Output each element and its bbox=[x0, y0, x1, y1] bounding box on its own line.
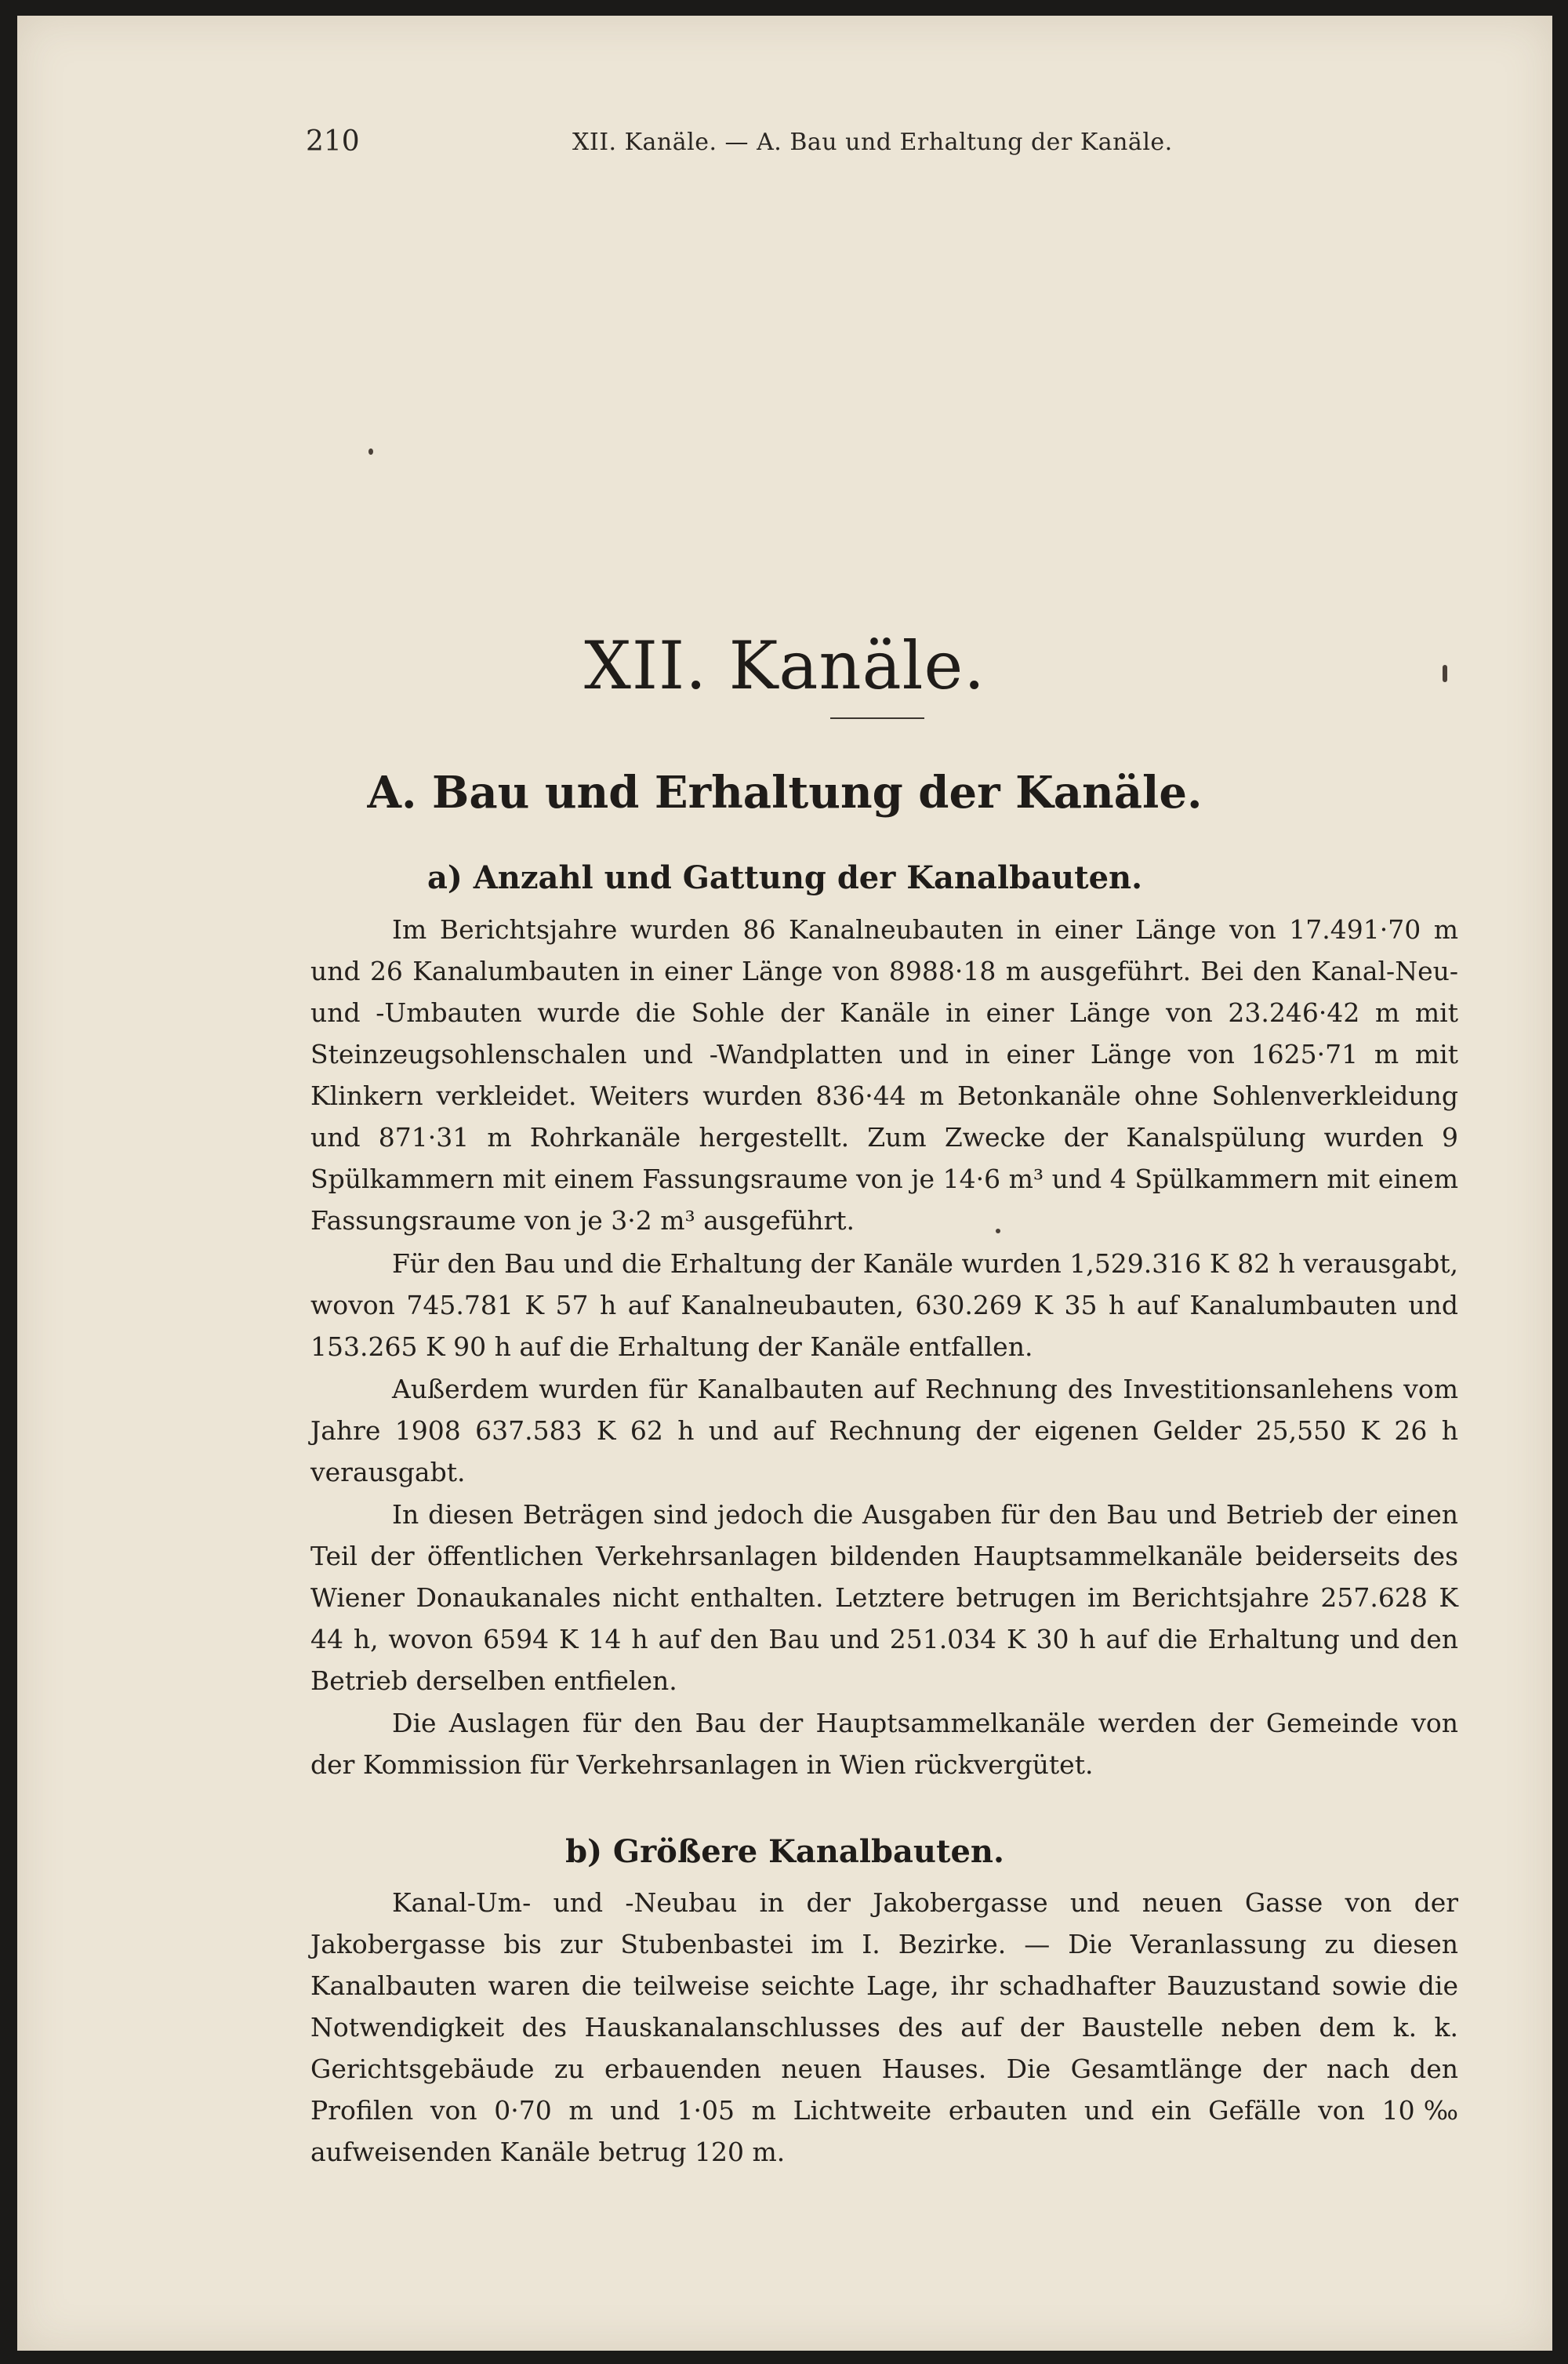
paragraph: Für den Bau und die Erhaltung der Kanäle wurden 1,529.316 K 82 h verausgabt, wovon 745.781 K 57 h auf Kanalneubauten, 630.269 K 35 h auf Kanalumbauten und 153.265 K 90 h auf die Erhaltung der Kanäle entfallen. bbox=[310, 1248, 1458, 1362]
paragraph: Die Auslagen für den Bau der Hauptsammelkanäle werden der Gemeinde von der Kommission für Verkehrsanlagen in Wien rückvergütet. bbox=[310, 1708, 1458, 1780]
chapter-title: XII. Kanäle. bbox=[584, 627, 985, 704]
document-page bbox=[17, 16, 1552, 2351]
subsection-heading-b: b) Größere Kanalbauten. bbox=[565, 1833, 1004, 1870]
running-head-text: XII. Kanäle. — A. Bau und Erhaltung der Kanäle. bbox=[572, 129, 1173, 156]
title-divider bbox=[830, 717, 924, 719]
subsection-heading-a: a) Anzahl und Gattung der Kanalbauten. bbox=[426, 859, 1143, 896]
paragraph: In diesen Beträgen sind jedoch die Ausgaben für den Bau und Betrieb der einen Teil der öffentlichen Verkehrsanlagen bildenden Hauptsammelkanäle beiderseits des Wiener Donaukanales nicht enthalten. Letztere betrugen im Berichtsjahre 257.628 K 44 h, wovon 6594 K 14 h auf den Bau und 251.034 K 30 h auf die Erhaltung und den Betrieb derselben entfielen. bbox=[310, 1499, 1458, 1696]
page-number: 210 bbox=[306, 125, 360, 158]
paragraph: Kanal-Um- und -Neubau in der Jakobergasse und neuen Gasse von der Jakobergasse bis zur Stubenbastei im I. Bezirke. — Die Veranlassung zu diesen Kanalbauten waren die teilweise seichte Lage, ihr schadhafter Bauzustand sowie die Notwendigkeit des Hauskanalanschlusses des auf der Baustelle neben dem k. k. Gerichtsgebäude zu erbauenden neuen Hauses. Die Gesamtlänge der nach den Profilen von 0·70 m und 1·05 m Lichtweite erbauten und ein Gefälle von 10‰ aufweisenden Kanäle betrug 120 m. bbox=[310, 1887, 1458, 2167]
section-heading: A. Bau und Erhaltung der Kanäle. bbox=[367, 767, 1203, 819]
paragraph: Außerdem wurden für Kanalbauten auf Rechnung des Investitionsanlehens vom Jahre 1908 637.583 K 62 h und auf Rechnung der eigenen Gelder 25,550 K 26 h verausgabt. bbox=[310, 1374, 1458, 1487]
print-speck bbox=[368, 448, 373, 455]
paragraph: Im Berichtsjahre wurden 86 Kanalneubauten in einer Länge von 17.491·70 m und 26 Kanalumbauten in einer Länge von 8988·18 m ausgeführt. Bei den Kanal-Neu- und -Umbauten wurde die Sohle der Kanäle in einer Länge von 23.246·42 m mit Steinzeugsohlenschalen und -Wandplatten und in einer Länge von 1625·71 m mit Klinkern verkleidet. Weiters wurden 836·44 m Betonkanäle ohne Sohlenverkleidung und 871·31 m Rohrkanäle hergestellt. Zum Zwecke der Kanalspülung wurden 9 Spülkammern mit einem Fassungsraume von je 14·6 m³ und 4 Spülkammern mit einem Fassungsraume von je 3·2 m³ ausgeführt. bbox=[310, 914, 1458, 1236]
